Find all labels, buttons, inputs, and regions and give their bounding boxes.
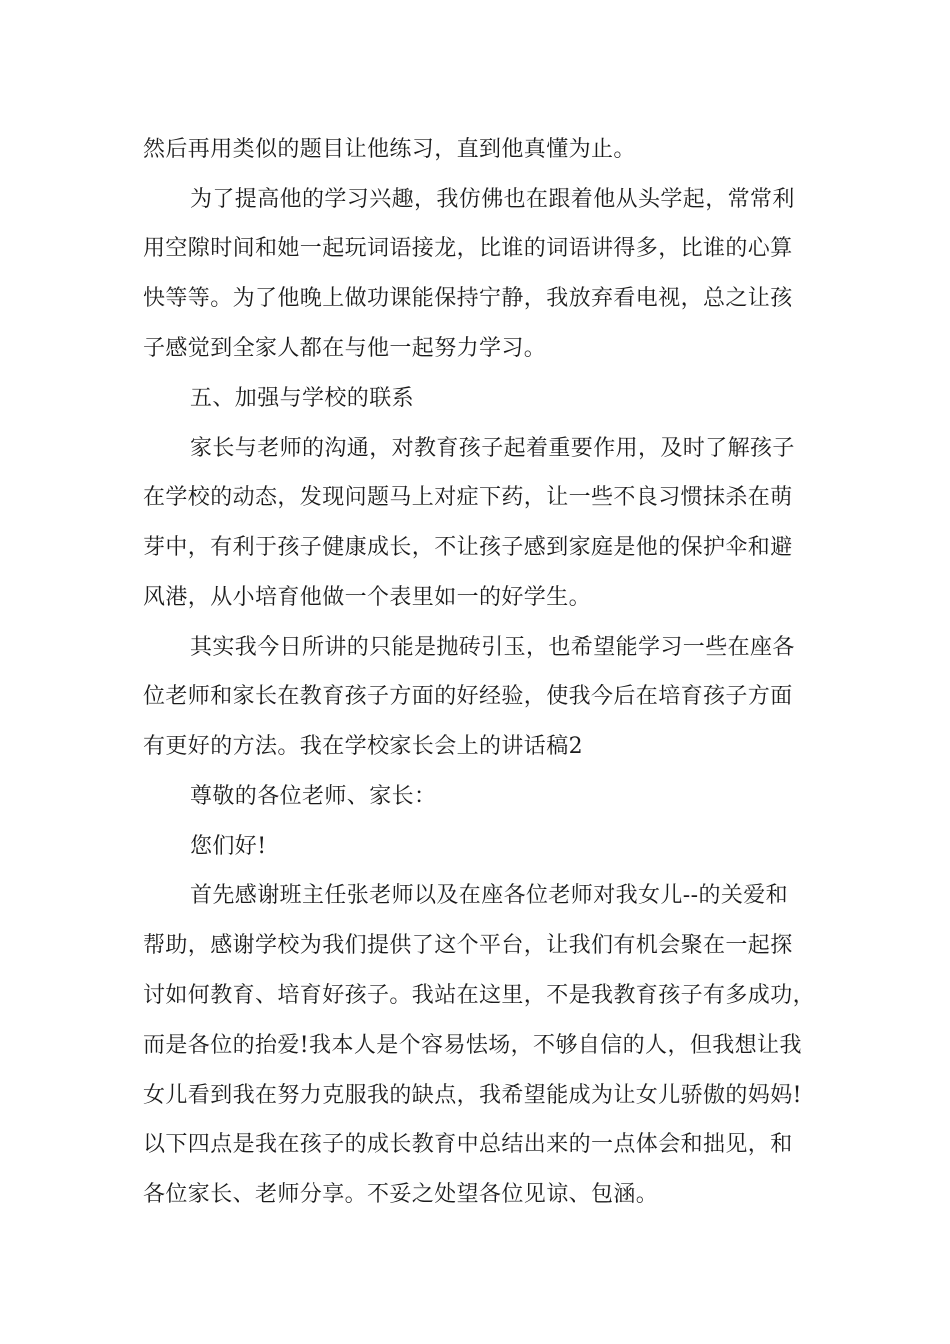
- text-line: 芽中，有利于孩子健康成长，不让孩子感到家庭是他的保护伞和避: [143, 535, 793, 560]
- section-heading: 五、加强与学校的联系: [190, 386, 415, 411]
- text-line: 其实我今日所讲的只能是抛砖引玉，也希望能学习一些在座各: [190, 635, 795, 660]
- text-line: 各位家长、老师分享。不妥之处望各位见谅、包涵。: [143, 1182, 659, 1207]
- text-line: 以下四点是我在孩子的成长教育中总结出来的一点体会和拙见，和: [143, 1132, 793, 1157]
- text-line: 有更好的方法。我在学校家长会上的讲话稿2: [143, 734, 583, 759]
- text-line: 而是各位的抬爱!我本人是个容易怯场，不够自信的人，但我想让我: [143, 1033, 802, 1058]
- text-line: 在学校的动态，发现问题马上对症下药，让一些不良习惯抹杀在萌: [143, 485, 793, 510]
- text-line: 子感觉到全家人都在与他一起努力学习。: [143, 336, 547, 361]
- text-line: 为了提高他的学习兴趣，我仿佛也在跟着他从头学起，常常利: [190, 187, 795, 212]
- text-line: 家长与老师的沟通，对教育孩子起着重要作用，及时了解孩子: [190, 436, 795, 461]
- text-line: 讨如何教育、培育好孩子。我站在这里，不是我教育孩子有多成功，: [143, 983, 816, 1008]
- text-line: 然后再用类似的题目让他练习，直到他真懂为止。: [143, 137, 636, 162]
- text-line: 风港，从小培育他做一个表里如一的好学生。: [143, 585, 592, 610]
- text-line: 帮助，感谢学校为我们提供了这个平台，让我们有机会聚在一起探: [143, 933, 793, 958]
- salutation: 尊敬的各位老师、家长：: [190, 784, 437, 809]
- text-line: 女儿看到我在努力克服我的缺点，我希望能成为让女儿骄傲的妈妈!: [143, 1083, 802, 1108]
- text-line: 首先感谢班主任张老师以及在座各位老师对我女儿--的关爱和: [190, 883, 789, 908]
- text-line: 快等等。为了他晚上做功课能保持宁静，我放弃看电视，总之让孩: [143, 286, 793, 311]
- text-line: 用空隙时间和她一起玩词语接龙，比谁的词语讲得多，比谁的心算: [143, 236, 793, 261]
- greeting: 您们好!: [190, 834, 267, 859]
- text-line: 位老师和家长在教育孩子方面的好经验，使我今后在培育孩子方面: [143, 684, 793, 709]
